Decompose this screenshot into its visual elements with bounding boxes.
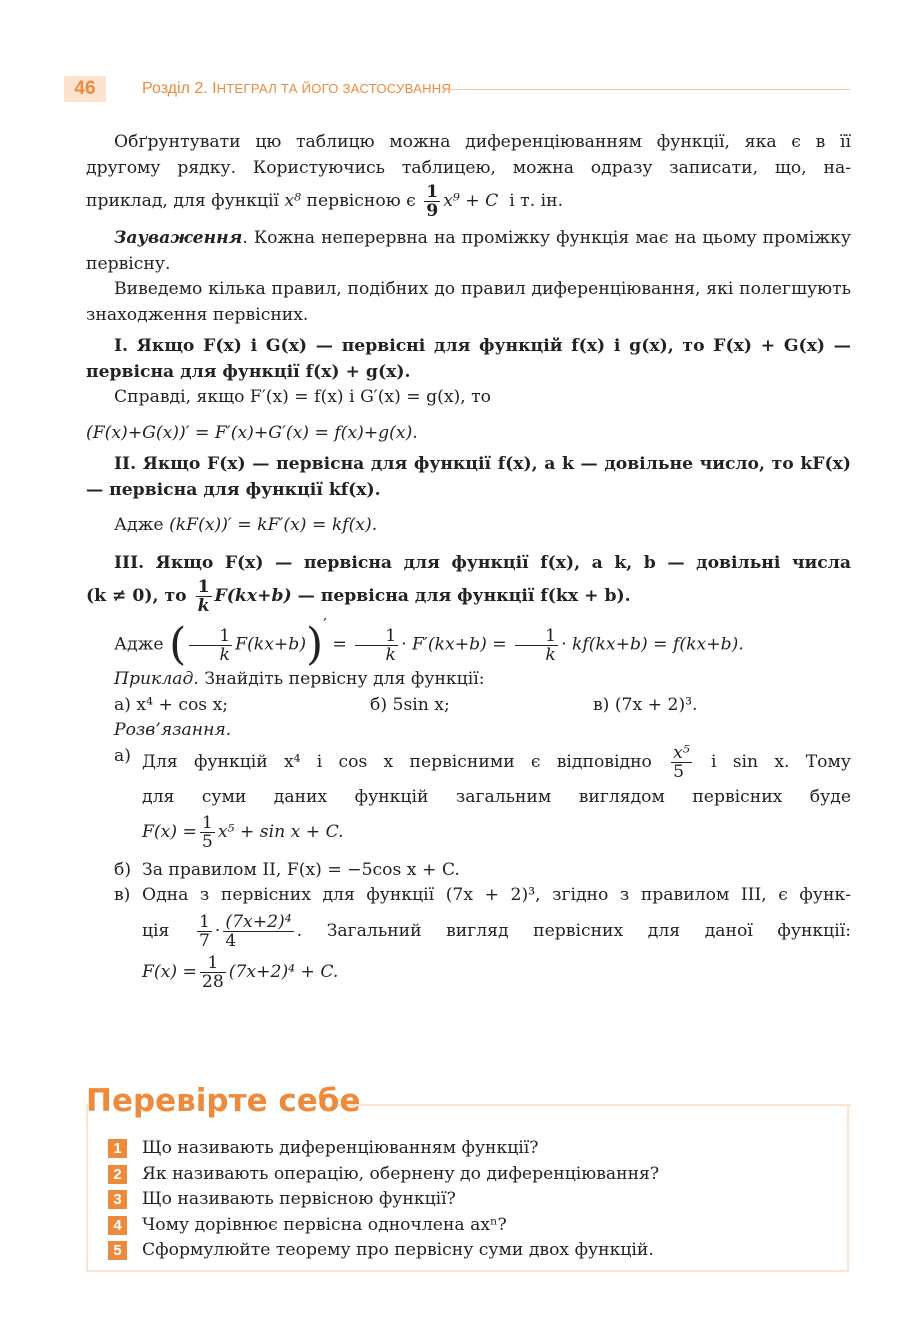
question-number: 5 (108, 1241, 127, 1260)
chapter-label: Розділ 2. (142, 80, 208, 97)
note-text: . Кожна неперервна на проміжку функція має на цьому проміжку первісну. (86, 228, 851, 274)
paragraph-1-line-1: Обґрунтувати цю таблицю можна диференціюванням функції, яка є в її (114, 132, 851, 152)
rule-1-proof: Справді, якщо F′(x) = f(x) і G′(x) = g(x), то (114, 387, 492, 408)
text-fragment: = (332, 634, 353, 655)
denominator: 9 (426, 201, 439, 222)
formula: F(x) = (142, 961, 197, 982)
solution-c-label: в) (114, 885, 131, 905)
rule-3-line-2 (86, 578, 851, 615)
denominator: k (197, 596, 210, 617)
example-item-a: а) x⁴ + cos x; (114, 694, 229, 715)
rule-2: II. Якщо F(x) — первісна для функції f(x), а k — довільне число, то kF(x) — первісна для функції kf(x). (86, 454, 851, 500)
denominator: 5 (673, 761, 685, 782)
example-heading (86, 667, 851, 693)
text-fragment: Адже (114, 515, 164, 536)
paragraph-1-line-2: другому рядку. Користуючись таблицею, можна одразу записати, що, на- (86, 157, 851, 178)
question-text: Що називають первісною функції? (142, 1189, 456, 1209)
fraction-one-28th (200, 954, 226, 991)
rule-1-formula (86, 421, 851, 447)
solution-a-line-2: для суми даних функцій загальним виглядом первісних буде (142, 786, 851, 807)
solution-heading (86, 718, 851, 744)
numerator: 1 (200, 954, 226, 973)
paragraph-1-line-3 (86, 183, 851, 220)
solution-c-formula (142, 954, 851, 991)
paren: ) (306, 619, 324, 671)
formula: · F′(kx+b) = (401, 634, 513, 655)
formula: (F(x)+G(x))′ = F′(x)+G′(x) = f(x)+g(x). (86, 422, 418, 443)
solution-c-body (142, 883, 851, 991)
page-number: 46 (64, 76, 106, 102)
question-text: Як називають операцію, обернену до диференціювання? (142, 1163, 660, 1184)
question-number: 4 (108, 1216, 127, 1235)
question-text: Чому дорівнює первісна одночлена axⁿ? (142, 1214, 507, 1235)
note-paragraph (86, 226, 851, 277)
solution-b-text: За правилом II, F(x) = −5cos x + C. (142, 859, 460, 880)
numerator: 1 (426, 182, 439, 202)
question-number: 3 (108, 1190, 127, 1209)
solution-b (86, 858, 851, 884)
question-number: 1 (108, 1139, 127, 1158)
numerator: 1 (197, 577, 210, 598)
formula: F(x) = (142, 822, 197, 843)
header-rule (450, 89, 850, 90)
denominator: 28 (201, 971, 224, 992)
page-header (64, 76, 850, 102)
rule-2-proof (86, 513, 851, 539)
numerator: 1 (515, 627, 558, 646)
solution-c-line-1: Одна з первісних для функції (7x + 2)³, згідно з правилом III, є функ- (142, 885, 851, 905)
solution-a-line-1 (142, 744, 851, 781)
fraction-one-over-k (196, 578, 212, 615)
denominator: 5 (201, 832, 213, 853)
solution-a-label: а) (114, 745, 131, 766)
solution-a-body (142, 744, 851, 852)
fraction-one-over-k (189, 627, 232, 664)
fraction-one-fifth (200, 814, 215, 851)
intro-paragraph: Виведемо кілька правил, подібних до правил диференціювання, які полегшують знаходження первісних. (86, 279, 851, 325)
chapter-title-rest: НТЕГРАЛ ТА ЙОГО ЗАСТОСУВАННЯ (216, 81, 452, 96)
question-list (108, 1136, 828, 1264)
fraction-x5-over-5 (671, 744, 692, 781)
text-fragment: . Загальний вигляд первісних для даної функції: (296, 920, 851, 941)
example-items (86, 693, 851, 719)
math-x8: x⁸ (284, 191, 302, 212)
formula: (kF(x))′ = kF′(x) = kf(x). (169, 515, 378, 536)
denominator: k (385, 644, 396, 665)
numerator: 1 (198, 911, 210, 932)
fraction-one-over-k (515, 627, 558, 664)
example-label: Приклад. (114, 669, 199, 690)
text-fragment: приклад, для функції (86, 191, 279, 212)
denominator: 7 (198, 930, 210, 951)
formula: · kf(kx+b) = f(kx+b). (561, 634, 744, 655)
denominator: 4 (225, 930, 237, 951)
paren: ( (169, 619, 187, 671)
rule-3-proof (86, 614, 851, 671)
fraction-one-seventh (197, 913, 212, 950)
question-number: 2 (108, 1165, 127, 1184)
question-item (108, 1238, 828, 1264)
question-item (108, 1187, 828, 1213)
question-item (108, 1162, 828, 1188)
text-fragment: ція (142, 920, 170, 941)
denominator: k (219, 644, 230, 665)
solution-b-label: б) (114, 859, 132, 880)
math-f-kx-b: F(kx+b) (235, 634, 307, 655)
denominator: k (545, 644, 556, 665)
rule-3-line-1: III. Якщо F(x) — первісна для функції f(x), а k, b — довільні числа (114, 552, 851, 573)
numerator: 1 (201, 813, 213, 834)
check-yourself-title: Перевірте себе (86, 1083, 361, 1119)
chapter-title (142, 78, 451, 100)
text-fragment: Адже (114, 634, 164, 655)
note-label: Зауваження (114, 228, 243, 249)
solution-a (86, 744, 851, 852)
fraction-one-ninth (424, 183, 440, 220)
text-fragment: і т. ін. (509, 191, 564, 212)
text-fragment: — первісна для функції f(kx + b). (297, 586, 631, 607)
text-fragment: (k ≠ 0), то (86, 586, 187, 607)
formula: x⁵ + sin x + C. (217, 822, 344, 843)
solution-label: Розв’язання. (114, 720, 232, 741)
prime: ′ (323, 614, 327, 634)
formula: (7x+2)⁴ + C. (228, 961, 339, 982)
math-x9-plus-c: x⁹ + C (443, 191, 499, 212)
numerator: 1 (189, 627, 232, 646)
text-fragment: Для функцій x⁴ і cos x первісними є відповідно (142, 751, 652, 772)
question-item (108, 1213, 828, 1239)
numerator: x⁵ (673, 742, 690, 763)
solution-c (86, 883, 851, 991)
solution-a-formula (142, 814, 851, 851)
chapter-title-first: І (212, 80, 217, 97)
fraction-expr-over-4 (223, 913, 293, 950)
numerator: 1 (355, 627, 398, 646)
text-fragment: первісною є (306, 191, 416, 212)
rule-1: I. Якщо F(x) і G(x) — первісні для функцій f(x) і g(x), то F(x) + G(x) — первісна для функції f(x) + g(x). (86, 336, 851, 382)
main-content (86, 130, 851, 991)
question-text: Сформулюйте теорему про первісну суми двох функцій. (142, 1240, 654, 1260)
question-text: Що називають диференціюванням функції? (142, 1138, 539, 1158)
check-yourself-rule (338, 1104, 851, 1106)
text-fragment: Знайдіть первісну для функції: (198, 669, 485, 690)
example-item-c: в) (7x + 2)³. (593, 694, 698, 715)
numerator: (7x+2)⁴ (225, 911, 292, 932)
fraction-one-over-k (355, 627, 398, 664)
question-item (108, 1136, 828, 1162)
example-item-b: б) 5sin x; (370, 694, 450, 715)
math-f-kx-b: F(kx+b) (214, 586, 292, 607)
solution-c-line-2: ція $\frac{1}{7}$ · $\frac{\text{(7x+2)⁴}}{4}$ . Загальний вигляд первісних для даної функції: (142, 911, 851, 951)
text-fragment: і sin x. Тому (710, 751, 852, 772)
